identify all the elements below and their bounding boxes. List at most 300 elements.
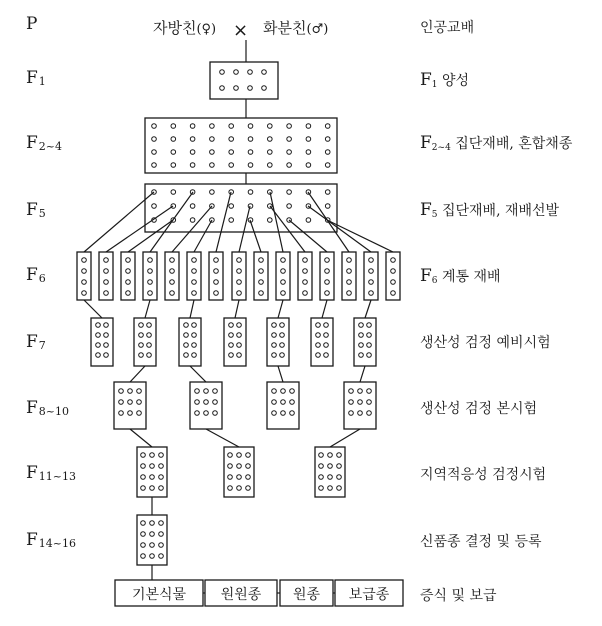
chain-stage-registered-seed: 원종: [292, 587, 321, 603]
f6-plant-dot: [104, 291, 109, 296]
f6-plant-dot: [259, 258, 264, 263]
f7-plant-dot: [96, 333, 101, 338]
generation-label-f7: $F_7$: [26, 332, 46, 352]
f6-plant-dot: [104, 258, 109, 263]
f6-plant-dot: [104, 269, 109, 274]
f11-13-plant-dot: [159, 464, 164, 469]
chain-stage-certified-seed: 보급종: [348, 587, 390, 603]
f5-plant-dot: [248, 204, 253, 209]
f6-plant-dot: [82, 291, 87, 296]
f1-plant-dot: [234, 70, 239, 75]
f6-plant-dot: [214, 291, 219, 296]
f7-plant-dot: [184, 333, 189, 338]
f6-plant-dot: [325, 258, 330, 263]
f6-plant-dot: [303, 291, 308, 296]
f11-13-plant-dot: [141, 453, 146, 458]
f14-16-plant-dot: [141, 532, 146, 537]
f2-4-plant-dot: [210, 163, 215, 168]
f6-plant-dot: [148, 280, 153, 285]
f14-16-plant-dot: [150, 532, 155, 537]
f8-10-plant-dot: [281, 400, 286, 405]
f6-plant-dot: [369, 269, 374, 274]
f6-plant-dot: [148, 269, 153, 274]
f11-13-plant-dot: [246, 453, 251, 458]
f2-4-plant-dot: [190, 150, 195, 155]
f8-10-plant-dot: [349, 400, 354, 405]
f7-line-box: [224, 318, 246, 366]
generation-label-f2-4: $F_{2\sim 4}$: [26, 133, 63, 153]
f8-10-plant-dot: [137, 411, 142, 416]
chain-stage-foundation-seed: 원원종: [220, 587, 262, 603]
f8-10-plant-dot: [204, 411, 209, 416]
f7-plant-dot: [316, 343, 321, 348]
f7-plant-dot: [192, 333, 197, 338]
f8-10-plant-dot: [119, 411, 124, 416]
f8-10-plant-dot: [128, 400, 133, 405]
generation-label-f8-10: $F_{8\sim 10}$: [26, 398, 70, 418]
f7-plant-dot: [139, 353, 144, 358]
f11-13-plant-dot: [237, 486, 242, 491]
f2-4-plant-dot: [190, 163, 195, 168]
description-f11-13: 지역적응성 검정시험: [420, 467, 547, 483]
f11-13-plant-dot: [141, 475, 146, 480]
f6-plant-dot: [303, 280, 308, 285]
f8-10-plant-dot: [272, 400, 277, 405]
f6-to-f7-connector: [235, 300, 239, 318]
f5-plant-dot: [229, 204, 234, 209]
f7-plant-dot: [229, 323, 234, 328]
f7-plant-dot: [184, 353, 189, 358]
generation-label-f1: $F_1$: [26, 68, 46, 88]
f7-plant-dot: [229, 333, 234, 338]
f14-16-plant-dot: [150, 554, 155, 559]
f7-plant-dot: [139, 333, 144, 338]
f6-plant-dot: [303, 258, 308, 263]
f2-4-plant-dot: [229, 124, 234, 129]
f8-to-f11-connector: [130, 429, 152, 447]
f5-plant-dot: [325, 204, 330, 209]
f11-13-plant-dot: [328, 475, 333, 480]
f8-10-plant-dot: [367, 389, 372, 394]
f6-plant-dot: [281, 291, 286, 296]
f7-plant-dot: [280, 323, 285, 328]
f1-plant-box: [210, 62, 278, 99]
f2-4-plant-dot: [248, 150, 253, 155]
f6-plant-dot: [391, 291, 396, 296]
f5-plant-dot: [190, 204, 195, 209]
f7-plant-dot: [147, 353, 152, 358]
description-f7: 생산성 검정 예비시험: [420, 335, 551, 351]
f2-4-plant-dot: [268, 150, 273, 155]
f11-13-plant-dot: [150, 464, 155, 469]
f8-10-plant-dot: [119, 389, 124, 394]
f1-plant-dot: [262, 70, 267, 75]
f1-plant-dot: [248, 70, 253, 75]
f11-13-plant-dot: [141, 464, 146, 469]
f11-13-plant-dot: [319, 453, 324, 458]
f8-10-plant-dot: [349, 411, 354, 416]
f6-plant-dot: [82, 258, 87, 263]
f2-4-plant-dot: [190, 137, 195, 142]
f6-plant-dot: [170, 258, 175, 263]
female-parent: 자방친(♀): [153, 19, 217, 37]
f2-4-plant-dot: [152, 150, 157, 155]
f6-plant-dot: [347, 280, 352, 285]
f7-plant-dot: [367, 323, 372, 328]
f6-plant-dot: [170, 269, 175, 274]
f6-plant-dot: [237, 258, 242, 263]
f2-4-plant-dot: [248, 163, 253, 168]
f8-10-plant-dot: [195, 411, 200, 416]
f7-plant-dot: [192, 343, 197, 348]
f6-plant-dot: [369, 258, 374, 263]
f6-to-f7-connector: [322, 300, 327, 318]
f6-to-f7-connector: [84, 300, 102, 318]
f6-plant-dot: [369, 280, 374, 285]
f8-10-plant-dot: [204, 389, 209, 394]
f7-plant-dot: [237, 353, 242, 358]
f8-10-plant-dot: [128, 411, 133, 416]
f6-plant-dot: [126, 269, 131, 274]
f2-4-plant-dot: [287, 163, 292, 168]
f5-plant-dot: [152, 204, 157, 209]
f7-plant-dot: [367, 343, 372, 348]
f8-10-plant-dot: [195, 400, 200, 405]
f6-plant-dot: [281, 280, 286, 285]
f7-plant-dot: [192, 323, 197, 328]
f5-plant-dot: [248, 190, 253, 195]
f7-to-f8-connector: [190, 366, 206, 382]
f6-plant-dot: [214, 280, 219, 285]
f8-to-f11-connector: [330, 429, 360, 447]
f2-4-plant-dot: [325, 124, 330, 129]
f2-4-plant-dot: [268, 137, 273, 142]
f6-plant-dot: [391, 280, 396, 285]
f5-plant-dot: [229, 218, 234, 223]
f6-plant-dot: [126, 258, 131, 263]
f7-plant-dot: [367, 353, 372, 358]
f11-13-plant-dot: [228, 464, 233, 469]
f7-line-box: [311, 318, 333, 366]
description-seed-chain: 증식 및 보급: [420, 588, 497, 604]
f7-plant-dot: [316, 353, 321, 358]
f5-plant-dot: [287, 190, 292, 195]
f7-line-box: [179, 318, 201, 366]
f2-4-plant-dot: [210, 137, 215, 142]
f7-plant-dot: [272, 343, 277, 348]
f5-plant-dot: [268, 218, 273, 223]
f11-13-plant-dot: [228, 453, 233, 458]
f7-plant-dot: [324, 343, 329, 348]
f6-plant-dot: [214, 258, 219, 263]
f7-plant-dot: [184, 323, 189, 328]
f8-10-plant-dot: [213, 389, 218, 394]
f7-to-f8-connector: [278, 366, 283, 382]
f1-plant-dot: [248, 86, 253, 91]
f6-plant-dot: [126, 291, 131, 296]
f7-plant-dot: [324, 353, 329, 358]
f8-10-plant-dot: [290, 411, 295, 416]
f5-plant-dot: [171, 190, 176, 195]
f6-plant-dot: [170, 291, 175, 296]
f1-plant-dot: [220, 86, 225, 91]
f7-plant-dot: [237, 323, 242, 328]
f8-to-f11-connector: [206, 429, 239, 447]
f2-4-plant-dot: [306, 150, 311, 155]
f7-line-box: [134, 318, 156, 366]
f11-13-plant-dot: [337, 486, 342, 491]
f2-4-plant-dot: [171, 163, 176, 168]
f7-plant-dot: [324, 333, 329, 338]
f6-plant-dot: [259, 269, 264, 274]
f7-plant-dot: [104, 343, 109, 348]
f8-10-plant-dot: [204, 400, 209, 405]
f11-13-plant-dot: [159, 486, 164, 491]
f6-plant-dot: [325, 291, 330, 296]
f6-plant-dot: [237, 269, 242, 274]
f2-4-plant-dot: [229, 137, 234, 142]
f6-plant-dot: [192, 280, 197, 285]
description-f5: $F_5$ 집단재배, 재배선발: [420, 200, 560, 220]
description-f2-4: $F_{2\sim 4}$ 집단재배, 혼합채종: [420, 133, 573, 153]
description-f1: $F_1$ 양성: [420, 70, 470, 90]
f11-13-plant-dot: [246, 486, 251, 491]
f7-plant-dot: [229, 343, 234, 348]
f2-4-plant-dot: [306, 137, 311, 142]
f11-13-plant-dot: [246, 464, 251, 469]
f14-16-plant-dot: [150, 543, 155, 548]
f2-4-plant-dot: [229, 150, 234, 155]
f8-10-plant-dot: [195, 389, 200, 394]
f2-4-plant-dot: [325, 163, 330, 168]
f8-10-plant-dot: [358, 389, 363, 394]
f11-13-plant-dot: [319, 475, 324, 480]
description-f8-10: 생산성 검정 본시험: [420, 401, 538, 417]
f11-13-plant-dot: [319, 486, 324, 491]
f1-plant-dot: [262, 86, 267, 91]
f2-4-plant-dot: [248, 124, 253, 129]
chain-stage-breeder-seed: 기본식물: [131, 587, 187, 603]
f1-plant-dot: [220, 70, 225, 75]
f11-13-plant-dot: [150, 486, 155, 491]
f6-plant-dot: [104, 280, 109, 285]
f14-16-plant-dot: [141, 543, 146, 548]
f11-13-plant-dot: [141, 486, 146, 491]
f8-10-plant-dot: [213, 400, 218, 405]
f8-10-plant-dot: [358, 400, 363, 405]
f8-10-plant-dot: [367, 411, 372, 416]
f11-13-plant-dot: [337, 464, 342, 469]
f7-to-f8-connector: [360, 366, 365, 382]
f2-4-plant-dot: [229, 163, 234, 168]
f7-plant-dot: [359, 353, 364, 358]
f14-16-plant-dot: [150, 521, 155, 526]
f14-16-plant-dot: [141, 554, 146, 559]
f11-13-plant-dot: [159, 475, 164, 480]
f8-10-plant-dot: [358, 411, 363, 416]
f11-13-plant-dot: [237, 453, 242, 458]
f2-4-plant-dot: [171, 137, 176, 142]
f7-plant-dot: [359, 323, 364, 328]
f2-4-plant-dot: [171, 150, 176, 155]
generation-label-p: P: [26, 14, 38, 34]
generation-label-f14-16: $F_{14\sim 16}$: [26, 530, 77, 550]
f2-4-plant-dot: [287, 150, 292, 155]
generation-label-f6: $F_6$: [26, 265, 46, 285]
f7-plant-dot: [147, 333, 152, 338]
f6-plant-dot: [237, 291, 242, 296]
f1-plant-dot: [234, 86, 239, 91]
f6-plant-dot: [391, 258, 396, 263]
f7-plant-dot: [316, 323, 321, 328]
f8-10-plant-dot: [281, 389, 286, 394]
f7-plant-dot: [139, 323, 144, 328]
f11-13-plant-dot: [328, 453, 333, 458]
f14-16-plant-dot: [159, 532, 164, 537]
cross-symbol: ×: [233, 20, 249, 41]
f8-10-plant-dot: [213, 411, 218, 416]
f6-to-f7-connector: [278, 300, 283, 318]
f11-13-plant-dot: [328, 486, 333, 491]
f8-10-plant-dot: [290, 400, 295, 405]
f7-plant-dot: [184, 343, 189, 348]
f6-plant-dot: [325, 280, 330, 285]
generation-label-f5: $F_5$: [26, 200, 46, 220]
male-parent: 화분친(♂): [263, 19, 329, 37]
f14-16-plant-dot: [159, 554, 164, 559]
f6-plant-dot: [126, 280, 131, 285]
f7-plant-dot: [272, 353, 277, 358]
f7-plant-dot: [359, 343, 364, 348]
f2-4-plant-dot: [325, 150, 330, 155]
f8-10-plant-dot: [290, 389, 295, 394]
f6-to-f7-connector: [145, 300, 150, 318]
f6-plant-dot: [325, 269, 330, 274]
f7-plant-dot: [272, 333, 277, 338]
f2-4-plant-dot: [248, 137, 253, 142]
f2-4-plant-dot: [325, 137, 330, 142]
f6-plant-dot: [170, 280, 175, 285]
f2-4-plant-dot: [268, 124, 273, 129]
f7-plant-dot: [192, 353, 197, 358]
f5-plant-dot: [190, 218, 195, 223]
f7-plant-dot: [280, 333, 285, 338]
f7-plant-dot: [237, 333, 242, 338]
f14-16-plant-dot: [159, 543, 164, 548]
f11-13-plant-dot: [337, 475, 342, 480]
f7-plant-dot: [147, 343, 152, 348]
f14-16-plant-dot: [159, 521, 164, 526]
f7-to-f8-connector: [130, 366, 145, 382]
f5-plant-dot: [325, 190, 330, 195]
f7-plant-dot: [359, 333, 364, 338]
f6-to-f7-connector: [190, 300, 194, 318]
f7-line-box: [354, 318, 376, 366]
f7-plant-dot: [280, 343, 285, 348]
f8-10-plant-dot: [367, 400, 372, 405]
f11-13-plant-dot: [228, 475, 233, 480]
f7-plant-dot: [272, 323, 277, 328]
f2-4-plant-dot: [152, 137, 157, 142]
f7-plant-dot: [96, 343, 101, 348]
f6-plant-dot: [82, 280, 87, 285]
f2-4-plant-dot: [210, 124, 215, 129]
f7-plant-dot: [139, 343, 144, 348]
f2-4-plant-dot: [152, 124, 157, 129]
f6-plant-dot: [347, 269, 352, 274]
f7-plant-dot: [96, 353, 101, 358]
f6-plant-dot: [192, 291, 197, 296]
f11-13-plant-dot: [150, 475, 155, 480]
f8-10-plant-dot: [137, 400, 142, 405]
generation-label-f11-13: $F_{11\sim 13}$: [26, 463, 77, 483]
f11-13-plant-dot: [150, 453, 155, 458]
f11-13-plant-dot: [319, 464, 324, 469]
f11-13-plant-dot: [159, 453, 164, 458]
f11-13-plant-dot: [246, 475, 251, 480]
description-f14-16: 신품종 결정 및 등록: [420, 534, 542, 550]
selection-line: [327, 220, 393, 252]
f7-line-box: [91, 318, 113, 366]
f6-plant-dot: [192, 258, 197, 263]
f6-plant-dot: [369, 291, 374, 296]
f8-10-plant-dot: [119, 400, 124, 405]
f7-plant-dot: [96, 323, 101, 328]
f8-10-plant-dot: [272, 389, 277, 394]
f5-plant-dot: [210, 190, 215, 195]
f11-13-plant-dot: [328, 464, 333, 469]
f7-plant-dot: [104, 353, 109, 358]
f5-plant-dot: [306, 218, 311, 223]
f7-plant-dot: [229, 353, 234, 358]
f2-4-plant-dot: [152, 163, 157, 168]
f6-plant-dot: [303, 269, 308, 274]
f2-4-plant-dot: [190, 124, 195, 129]
f6-plant-dot: [148, 258, 153, 263]
f6-to-f7-connector: [365, 300, 371, 318]
f6-plant-dot: [192, 269, 197, 274]
f6-plant-dot: [82, 269, 87, 274]
f7-plant-dot: [104, 323, 109, 328]
f8-10-plant-dot: [272, 411, 277, 416]
f2-4-plant-dot: [306, 124, 311, 129]
f6-plant-dot: [259, 291, 264, 296]
f5-plant-dot: [287, 204, 292, 209]
f6-plant-dot: [347, 291, 352, 296]
f2-4-plant-dot: [210, 150, 215, 155]
f7-plant-dot: [367, 333, 372, 338]
f6-plant-dot: [148, 291, 153, 296]
f7-plant-dot: [316, 333, 321, 338]
description-f6: $F_6$ 계통 재배: [420, 266, 501, 286]
f8-10-plant-dot: [128, 389, 133, 394]
f11-13-plant-dot: [337, 453, 342, 458]
f6-plant-dot: [259, 280, 264, 285]
f2-4-plant-dot: [171, 124, 176, 129]
f6-plant-dot: [237, 280, 242, 285]
f2-4-plant-dot: [287, 137, 292, 142]
f6-plant-dot: [281, 258, 286, 263]
f2-4-plant-dot: [287, 124, 292, 129]
f11-13-plant-dot: [237, 464, 242, 469]
f7-plant-dot: [104, 333, 109, 338]
f7-line-box: [267, 318, 289, 366]
f7-plant-dot: [237, 343, 242, 348]
f7-plant-dot: [280, 353, 285, 358]
f7-plant-dot: [147, 323, 152, 328]
f6-plant-dot: [391, 269, 396, 274]
f6-plant-dot: [214, 269, 219, 274]
